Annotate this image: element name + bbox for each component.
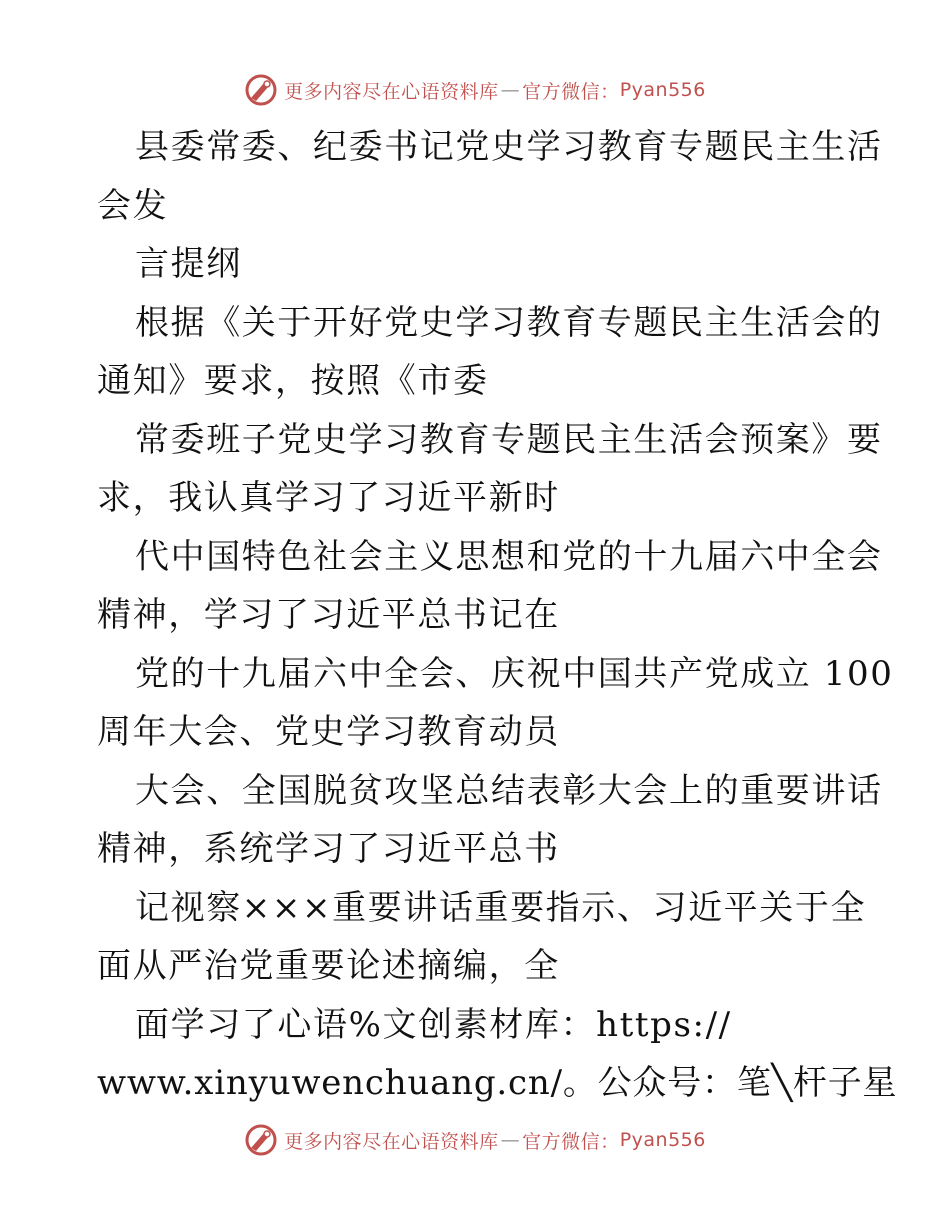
doc-line: 求，我认真学习了习近平新时: [97, 478, 560, 518]
footer-banner: [0, 1122, 950, 1158]
doc-line: 记视察×××重要讲话重要指示、习近平关于全: [135, 887, 867, 928]
doc-line: 会发: [97, 185, 169, 226]
doc-line: 面学习了心语%文创素材库：https://: [135, 1004, 732, 1045]
document-body: [97, 118, 898, 1113]
doc-line: 精神，学习了习近平总书记在: [97, 595, 560, 635]
banner-wechat-label: 官方微信：: [522, 80, 620, 103]
banner-dash: —: [500, 1129, 521, 1151]
doc-line: 县委常委、纪委书记党史学习教育专题民主生活: [135, 127, 883, 167]
header-banner: [0, 72, 950, 108]
pen-logo-icon: [244, 1123, 278, 1157]
banner-wechat-label: 官方微信：: [522, 1130, 620, 1153]
doc-line: 代中国特色社会主义思想和党的十九届六中全会: [135, 536, 883, 577]
doc-line: 大会、全国脱贫攻坚总结表彰大会上的重要讲话: [135, 770, 883, 811]
banner-wechat-id: Pyan556: [619, 79, 706, 101]
pen-logo-icon: [244, 73, 278, 107]
doc-line: 常委班子党史学习教育专题民主生活会预案》要: [135, 419, 883, 460]
doc-line: www.xinyuwenchuang.cn/。公众号：笔╲杆子星: [97, 1063, 898, 1103]
banner-dash: —: [500, 79, 521, 101]
doc-line: 精神，系统学习了习近平总书: [97, 829, 560, 869]
doc-line: 面从严治党重要论述摘编，全: [97, 946, 560, 986]
doc-line: 言提纲: [135, 244, 242, 284]
banner-brand: 更多内容尽在心语资料库: [284, 1130, 499, 1153]
doc-line: 周年大会、党史学习教育动员: [97, 712, 560, 752]
doc-line: 党的十九届六中全会、庆祝中国共产党成立 100: [135, 653, 894, 694]
banner-wechat-id: Pyan556: [619, 1129, 706, 1151]
doc-line: 根据《关于开好党史学习教育专题民主生活会的: [135, 302, 883, 343]
doc-line: 通知》要求，按照《市委: [97, 361, 489, 401]
banner-brand: 更多内容尽在心语资料库: [284, 80, 499, 103]
